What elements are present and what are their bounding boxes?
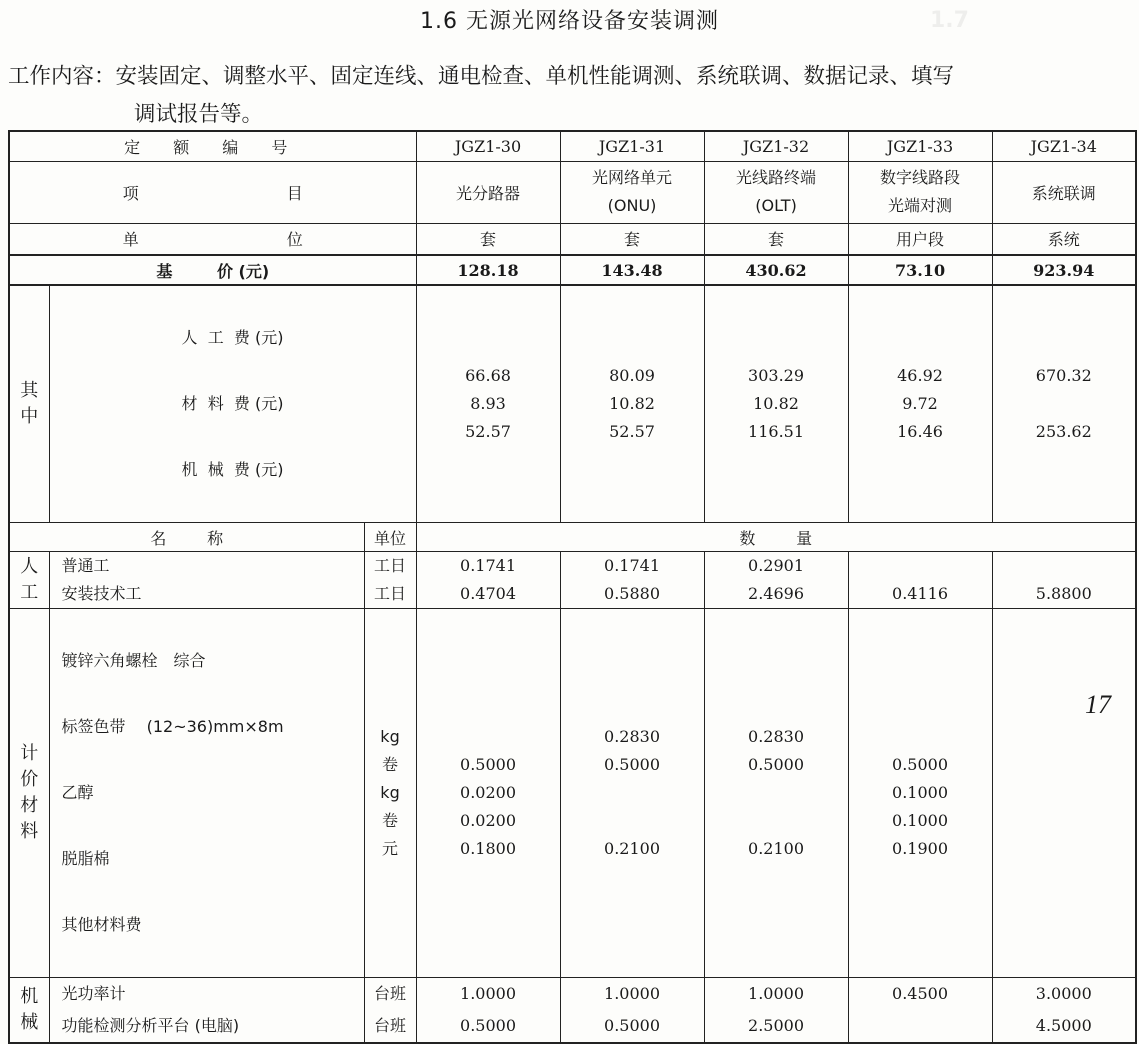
page-number: 17 bbox=[1085, 690, 1111, 719]
item-cell: 光分路器 bbox=[416, 161, 560, 223]
row-name-header bbox=[9, 523, 1136, 552]
resource-units: 工日 工日 bbox=[364, 552, 416, 609]
resource-units: kg 卷 kg 卷 元 bbox=[364, 609, 416, 978]
group-label: 计价材料 bbox=[9, 609, 49, 978]
item-cell: 光线路终端 (OLT) bbox=[704, 161, 848, 223]
qty-cell: 0.4500 bbox=[848, 978, 992, 1044]
row-cost-breakdown bbox=[9, 285, 1136, 523]
resource-names: 镀锌六角螺栓 综合 标签色带 (12~36)mm×8m 乙醇 脱脂棉 其他材料费 bbox=[49, 609, 364, 978]
resource-names: 光功率计 功能检测分析平台 (电脑) bbox=[49, 978, 364, 1044]
code-cell: JGZ1-34 bbox=[992, 131, 1136, 161]
group-label: 人工 bbox=[9, 552, 49, 609]
group-machinery bbox=[9, 978, 1136, 1044]
item-cell: 系统联调 bbox=[992, 161, 1136, 223]
qty-cell: 0.4116 bbox=[848, 552, 992, 609]
unit-cell: 套 bbox=[416, 223, 560, 255]
row-unit bbox=[9, 223, 1136, 255]
label-unit: 单 位 bbox=[9, 223, 416, 255]
code-cell: JGZ1-33 bbox=[848, 131, 992, 161]
label-item: 项 目 bbox=[9, 161, 416, 223]
qty-cell: 0.1741 0.4704 bbox=[416, 552, 560, 609]
group-materials bbox=[9, 609, 1136, 978]
cost-cell: 80.09 10.82 52.57 bbox=[560, 285, 704, 523]
item-cell: 光网络单元 (ONU) bbox=[560, 161, 704, 223]
qty-cell: 1.0000 2.5000 bbox=[704, 978, 848, 1044]
item-cell: 数字线路段 光端对测 bbox=[848, 161, 992, 223]
qty-cell: 1.0000 0.5000 bbox=[416, 978, 560, 1044]
unit-cell: 套 bbox=[560, 223, 704, 255]
qty-cell: 5.8800 bbox=[992, 552, 1136, 609]
cost-cell: 46.92 9.72 16.46 bbox=[848, 285, 992, 523]
label-quantity: 数 量 bbox=[416, 523, 1136, 552]
row-quota-code bbox=[9, 131, 1136, 161]
group-label: 机械 bbox=[9, 978, 49, 1044]
base-price-cell: 430.62 bbox=[704, 255, 848, 285]
base-price-cell: 923.94 bbox=[992, 255, 1136, 285]
label-costs: 人 工 费 (元) 材 料 费 (元) 机 械 费 (元) bbox=[49, 285, 416, 523]
resource-units: 台班 台班 bbox=[364, 978, 416, 1044]
qty-cell: 0.1741 0.5880 bbox=[560, 552, 704, 609]
label-among: 其中 bbox=[9, 285, 49, 523]
work-content-line2: 调试报告等。 bbox=[134, 102, 264, 127]
code-cell: JGZ1-30 bbox=[416, 131, 560, 161]
work-content bbox=[8, 58, 1133, 134]
unit-cell: 套 bbox=[704, 223, 848, 255]
qty-cell: 1.0000 0.5000 bbox=[560, 978, 704, 1044]
qty-cell bbox=[992, 609, 1136, 978]
base-price-cell: 73.10 bbox=[848, 255, 992, 285]
bleed-through-text: 1.7 bbox=[930, 8, 969, 33]
cost-cell: 303.29 10.82 116.51 bbox=[704, 285, 848, 523]
work-content-label: 工作内容： bbox=[8, 64, 116, 89]
code-cell: JGZ1-31 bbox=[560, 131, 704, 161]
cost-cell: 66.68 8.93 52.57 bbox=[416, 285, 560, 523]
label-base-price: 基 价 (元) bbox=[9, 255, 416, 285]
row-base-price bbox=[9, 255, 1136, 285]
qty-cell: 0.5000 0.1000 0.1000 0.1900 bbox=[848, 609, 992, 978]
qty-cell: 0.2830 0.5000 0.2100 bbox=[560, 609, 704, 978]
label-unit-col: 单位 bbox=[364, 523, 416, 552]
label-quota-code: 定 额 编 号 bbox=[9, 131, 416, 161]
qty-cell: 0.2830 0.5000 0.2100 bbox=[704, 609, 848, 978]
quota-table bbox=[8, 130, 1137, 1044]
section-title: 1.6 无源光网络设备安装调测 bbox=[420, 9, 719, 34]
label-name: 名 称 bbox=[9, 523, 364, 552]
base-price-cell: 143.48 bbox=[560, 255, 704, 285]
code-cell: JGZ1-32 bbox=[704, 131, 848, 161]
qty-cell: 3.0000 4.5000 bbox=[992, 978, 1136, 1044]
row-item bbox=[9, 161, 1136, 223]
base-price-cell: 128.18 bbox=[416, 255, 560, 285]
qty-cell: 0.5000 0.0200 0.0200 0.1800 bbox=[416, 609, 560, 978]
group-labor bbox=[9, 552, 1136, 609]
cost-cell: 670.32 253.62 bbox=[992, 285, 1136, 523]
work-content-line1: 安装固定、调整水平、固定连线、通电检查、单机性能调测、系统联调、数据记录、填写 bbox=[115, 64, 955, 89]
qty-cell: 0.2901 2.4696 bbox=[704, 552, 848, 609]
resource-names: 普通工 安装技术工 bbox=[49, 552, 364, 609]
unit-cell: 系统 bbox=[992, 223, 1136, 255]
unit-cell: 用户段 bbox=[848, 223, 992, 255]
